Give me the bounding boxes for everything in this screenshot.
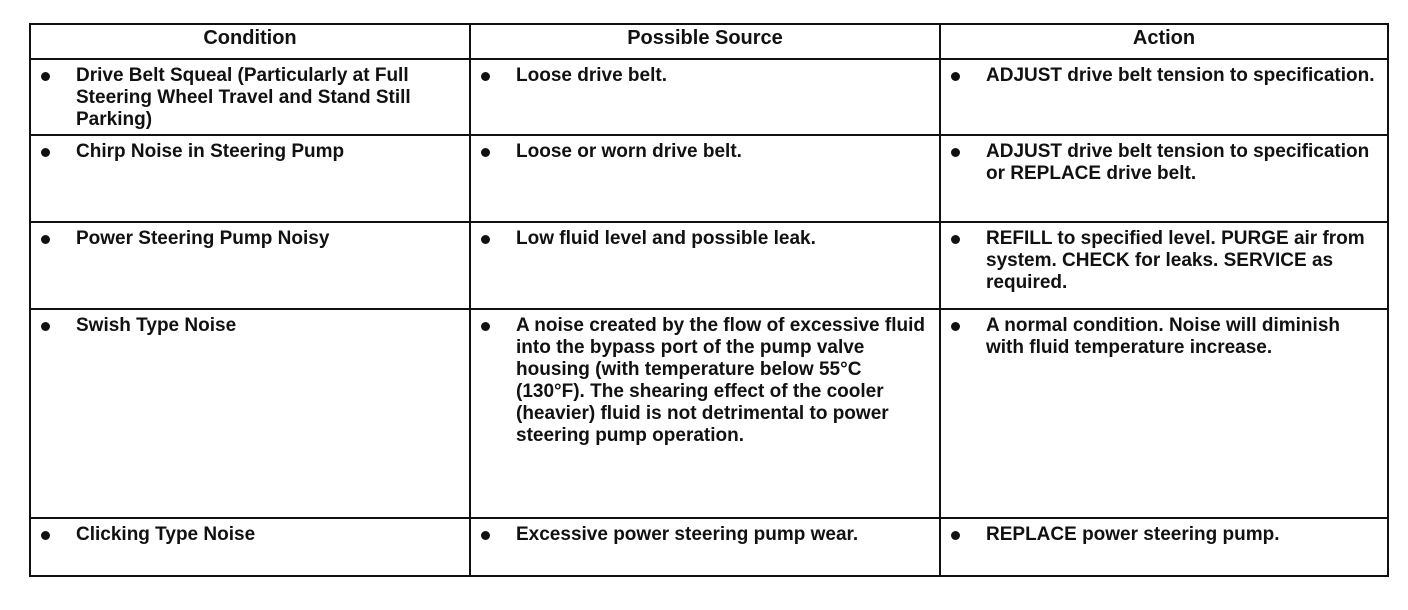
diagnosis-table-container bbox=[29, 23, 1387, 577]
source-cell bbox=[470, 59, 940, 135]
bullet-icon bbox=[41, 235, 50, 244]
bullet-icon bbox=[951, 235, 960, 244]
condition-cell bbox=[30, 309, 470, 518]
bullet-icon bbox=[951, 72, 960, 81]
bullet-icon bbox=[41, 148, 50, 157]
source-text: A noise created by the flow of excessive fluid into the bypass port of the pump valve housing (with temperature below 55°C (130°F). The shearing effect of the cooler (heavier) fluid is not detrimental to power steering pump operation. bbox=[516, 315, 925, 446]
header-possible-source: Possible Source bbox=[470, 24, 940, 59]
action-text: ADJUST drive belt tension to specification or REPLACE drive belt. bbox=[986, 141, 1370, 184]
header-row bbox=[30, 24, 1388, 59]
condition-cell bbox=[30, 135, 470, 222]
table-row bbox=[30, 309, 1388, 518]
bullet-icon bbox=[481, 235, 490, 244]
table-row bbox=[30, 135, 1388, 222]
condition-text: Drive Belt Squeal (Particularly at Full Steering Wheel Travel and Stand Still Parking) bbox=[76, 65, 411, 130]
table-row bbox=[30, 518, 1388, 576]
bullet-icon bbox=[951, 531, 960, 540]
bullet-icon bbox=[481, 148, 490, 157]
bullet-icon bbox=[951, 148, 960, 157]
action-cell bbox=[940, 222, 1388, 309]
action-text: ADJUST drive belt tension to specification. bbox=[986, 65, 1375, 86]
condition-cell bbox=[30, 518, 470, 576]
condition-text: Chirp Noise in Steering Pump bbox=[76, 141, 345, 162]
bullet-icon bbox=[41, 72, 50, 81]
action-cell bbox=[940, 518, 1388, 576]
bullet-icon bbox=[481, 322, 490, 331]
bullet-icon bbox=[41, 322, 50, 331]
action-cell bbox=[940, 59, 1388, 135]
condition-cell bbox=[30, 59, 470, 135]
source-cell bbox=[470, 135, 940, 222]
bullet-icon bbox=[41, 531, 50, 540]
condition-text: Clicking Type Noise bbox=[76, 524, 256, 545]
source-cell bbox=[470, 309, 940, 518]
source-cell bbox=[470, 518, 940, 576]
condition-text: Swish Type Noise bbox=[76, 315, 237, 336]
bullet-icon bbox=[481, 72, 490, 81]
source-text: Loose or worn drive belt. bbox=[516, 141, 742, 162]
action-cell bbox=[940, 135, 1388, 222]
table-row bbox=[30, 59, 1388, 135]
diagnosis-table bbox=[29, 23, 1389, 577]
source-text: Loose drive belt. bbox=[516, 65, 667, 86]
condition-text: Power Steering Pump Noisy bbox=[76, 228, 330, 249]
bullet-icon bbox=[951, 322, 960, 331]
table-row bbox=[30, 222, 1388, 309]
bullet-icon bbox=[481, 531, 490, 540]
source-text: Excessive power steering pump wear. bbox=[516, 524, 859, 545]
condition-cell bbox=[30, 222, 470, 309]
action-text: A normal condition. Noise will diminish with fluid temperature increase. bbox=[986, 315, 1340, 358]
source-cell bbox=[470, 222, 940, 309]
action-text: REPLACE power steering pump. bbox=[986, 524, 1280, 545]
source-text: Low fluid level and possible leak. bbox=[516, 228, 816, 249]
action-cell bbox=[940, 309, 1388, 518]
action-text: REFILL to specified level. PURGE air from system. CHECK for leaks. SERVICE as required. bbox=[986, 228, 1365, 293]
header-action: Action bbox=[940, 24, 1388, 59]
header-condition: Condition bbox=[30, 24, 470, 59]
